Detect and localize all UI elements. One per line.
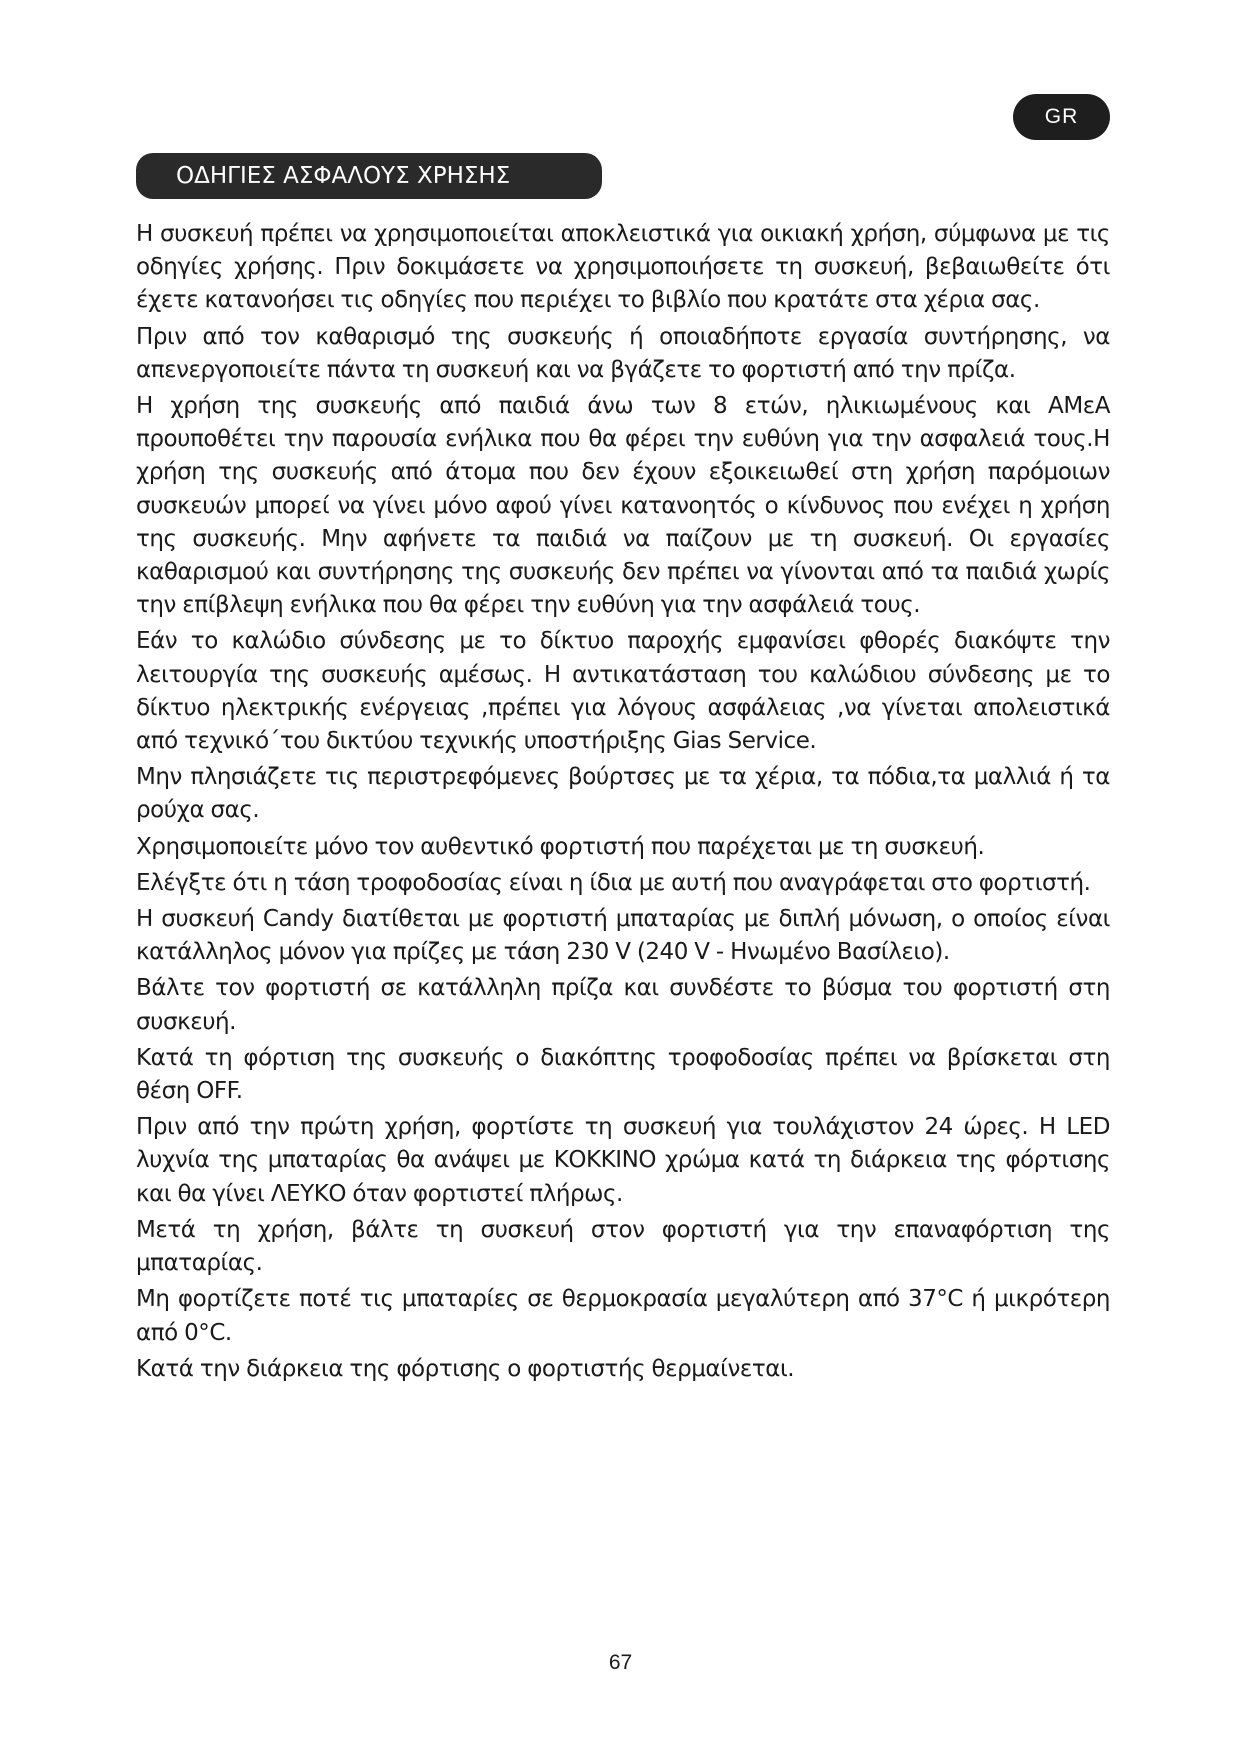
paragraph-recharge-after-use: Μετά τη χρήση, βάλτε τη συσκευή στον φορτιστή για την επαναφόρτιση της μπαταρίας.	[136, 1216, 1110, 1277]
section-title: ΟΔΗΓΙΕΣ ΑΣΦΑΛΟΥΣ ΧΡΗΣΗΣ	[136, 153, 602, 199]
safety-instructions-body	[136, 218, 1110, 1389]
page-number: 67	[608, 1651, 633, 1674]
paragraph-damaged-cable: Εάν το καλώδιο σύνδεσης με το δίκτυο παροχής εμφανίσει φθορές διακόψτε την λειτουργία της συσκευής αμέσως. Η αντικατάσταση του καλώδιου σύνδεσης με το δίκτυο ηλεκτρικής ενέργειας ,πρέπει για λόγους ασφάλειας ,να γίνεται απολειστικά από τεχνικό΄του δικτύου τεχνικής υποστήριξης Gias Service.	[136, 628, 1110, 755]
paragraph-check-voltage: Ελέγξτε ότι η τάση τροφοδοσίας είναι η ίδια με αυτή που αναγράφεται στο φορτιστή.	[136, 869, 1091, 896]
paragraph-original-charger: Χρησιμοποιείτε μόνο τον αυθεντικό φορτιστή που παρέχεται με τη συσκευή.	[136, 833, 985, 860]
paragraph-charger-warms: Κατά την διάρκεια της φόρτισης ο φορτιστής θερμαίνεται.	[136, 1355, 795, 1382]
paragraph-cleaning-unplug: Πριν από τον καθαρισμό της συσκευής ή οποιαδήποτε εργασία συντήρησης, να απενεργοποιείτε πάντα τη συσκευή και να βγάζετε το φορτιστή από την πρίζα.	[136, 323, 1110, 383]
language-badge: GR	[1013, 94, 1110, 140]
paragraph-rotating-brushes: Μην πλησιάζετε τις περιστρεφόμενες βούρτσες με τα χέρια, τα πόδια,τα μαλλιά ή τα ρούχα σας.	[136, 764, 1110, 824]
paragraph-double-insulation: Η συσκευή Candy διατίθεται με φορτιστή μπαταρίας με διπλή μόνωση, ο οποίος είναι κατάλληλος μόνον για πρίζες με τάση 230 V (240 V - Ηνωμένο Βασίλειο).	[136, 906, 1110, 966]
paragraph-children-supervision: Η χρήση της συσκευής από παιδιά άνω των 8 ετών, ηλικιωμένους και ΑΜεΑ προυποθέτει την παρουσία ενήλικα που θα φέρει την ευθύνη για την ασφαλειά τους.Η χρήση της συσκευής από άτομα που δεν έχουν εξοικειωθεί στη χρήση παρόμοιων συσκευών μπορεί να γίνει μόνο αφού γίνει κατανοητός ο κίνδυνος που ενέχει η χρήση της συσκευής. Μην αφήνετε τα παιδιά να παίζουν με τη συσκευή. Οι εργασίες καθαρισμού και συντήρησης της συσκευής δεν πρέπει να γίνονται από τα παιδιά χωρίς την επίβλεψη ενήλικα που θα φέρει την ευθύνη για την ασφάλειά τους.	[136, 393, 1110, 619]
paragraph-domestic-use: Η συσκευή πρέπει να χρησιμοποιείται αποκλειστικά για οικιακή χρήση, σύμφωνα με τις οδηγίες χρήσης. Πριν δοκιμάσετε να χρησιμοποιήσετε τη συσκευή, βεβαιωθείτε ότι έχετε κατανοήσει τις οδηγίες που περιέχει το βιβλίο που κρατάτε στα χέρια σας.	[136, 221, 1110, 314]
paragraph-first-charge: Πριν από την πρώτη χρήση, φορτίστε τη συσκευή για τουλάχιστον 24 ώρες. Η LED λυχνία της μπαταρίας θα ανάψει με ΚΟΚΚΙΝΟ χρώμα κατά τη διάρκεια της φόρτισης και θα γίνει ΛΕΥΚΟ όταν φορτιστεί πλήρως.	[136, 1114, 1110, 1207]
paragraph-connect-charger: Βάλτε τον φορτιστή σε κατάλληλη πρίζα και συνδέστε το βύσμα του φορτιστή στη συσκευή.	[136, 975, 1110, 1035]
paragraph-charging-temperature: Μη φορτίζετε ποτέ τις μπαταρίες σε θερμοκρασία μεγαλύτερη από 37°C ή μικρότερη από 0°C.	[136, 1286, 1110, 1346]
paragraph-switch-off-while-charging: Κατά τη φόρτιση της συσκευής ο διακόπτης τροφοδοσίας πρέπει να βρίσκεται στη θέση OFF.	[136, 1044, 1110, 1105]
